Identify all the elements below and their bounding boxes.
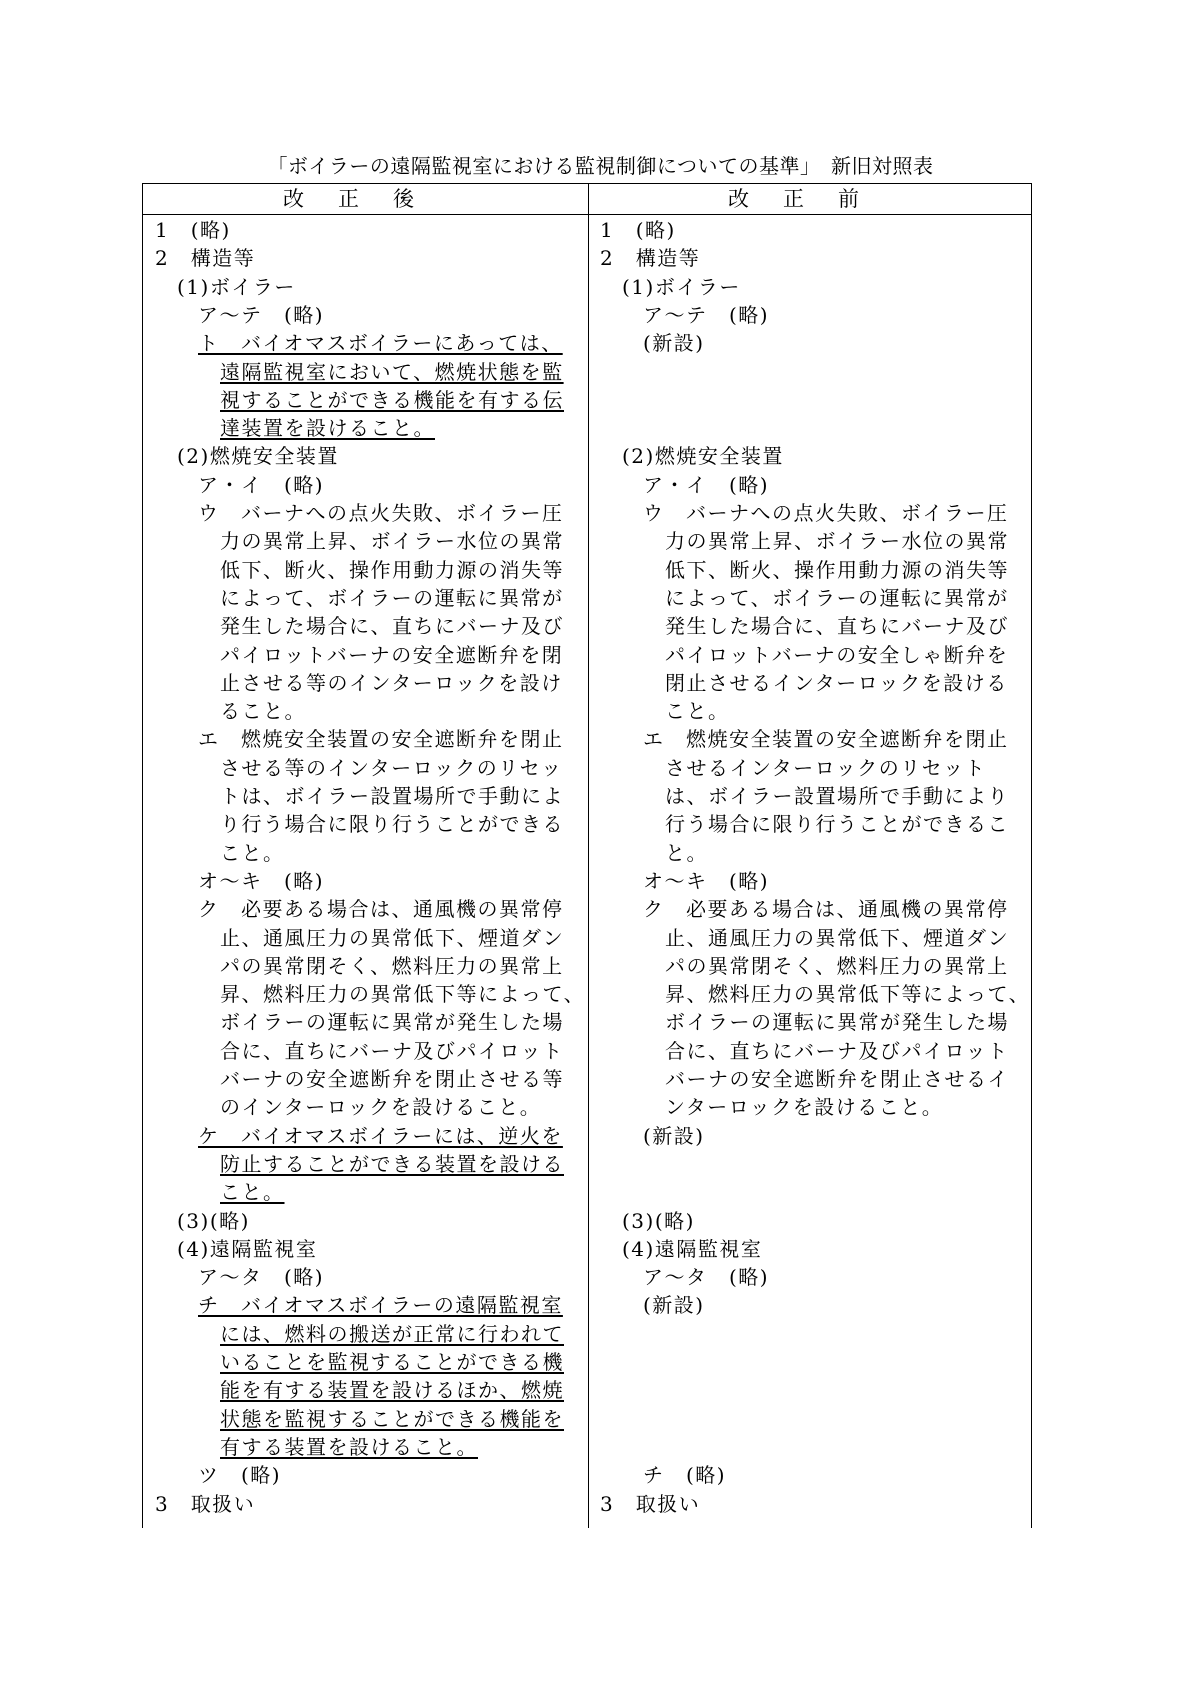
before-line: ンターロックを設けること。 xyxy=(665,1095,944,1120)
after-line: こと。 xyxy=(220,1180,285,1205)
header-before-revision: 改正前 xyxy=(728,187,893,211)
before-line: バーナの安全遮断弁を閉止させるイ xyxy=(665,1067,1009,1091)
after-line: 発生した場合に、直ちにバーナ及び xyxy=(220,614,564,639)
before-line: オ～キ (略) xyxy=(643,868,770,893)
before-line: パの異常閉そく、燃料圧力の異常上 xyxy=(665,953,1009,978)
before-line: ア・イ (略) xyxy=(643,472,770,497)
column-divider xyxy=(588,184,589,1528)
before-line: 止、通風圧力の異常低下、煙道ダン xyxy=(665,925,1010,950)
before-line: 行う場合に限り行うことができるこ xyxy=(665,812,1009,837)
after-line: によって、ボイラーの運転に異常が xyxy=(220,585,564,610)
after-line: 視することができる機能を有する伝 xyxy=(220,387,564,412)
after-line: トは、ボイラー設置場所で手動によ xyxy=(220,784,564,808)
before-line: ア～テ (略) xyxy=(643,302,770,327)
after-line: エ 燃焼安全装置の安全遮断弁を閉止 xyxy=(198,727,564,752)
after-line: (4)遠隔監視室 xyxy=(177,1236,318,1261)
before-line: と。 xyxy=(665,840,708,865)
before-line: 低下、断火、操作用動力源の消失等 xyxy=(665,557,1009,582)
before-line: 昇、燃料圧力の異常低下等によって、 xyxy=(665,982,1031,1007)
after-line: ケ バイオマスボイラーには、逆火を xyxy=(198,1123,563,1148)
after-line: 3 取扱い xyxy=(155,1491,256,1516)
after-line: 状態を監視することができる機能を xyxy=(220,1406,564,1431)
before-line: ア～タ (略) xyxy=(643,1265,770,1290)
before-line: 3 取扱い xyxy=(600,1491,701,1516)
after-line: 遠隔監視室において、燃焼状態を監 xyxy=(220,359,564,384)
after-line: こと。 xyxy=(220,840,285,865)
after-line: 1 (略) xyxy=(155,218,231,242)
before-line: ウ バーナへの点火失敗、ボイラー圧 xyxy=(643,501,1009,525)
after-line: 達装置を設けること。 xyxy=(220,416,435,441)
before-line: 1 (略) xyxy=(600,218,676,242)
before-line: (3)(略) xyxy=(622,1208,695,1233)
after-line: ること。 xyxy=(220,699,306,724)
after-line: パの異常閉そく、燃料圧力の異常上 xyxy=(220,953,564,978)
before-line: (新設) xyxy=(643,1293,705,1318)
after-line: のインターロックを設けること。 xyxy=(220,1095,542,1120)
after-line: ウ バーナへの点火失敗、ボイラー圧 xyxy=(198,501,564,525)
before-line: させるインターロックのリセット xyxy=(665,755,987,780)
before-line: ボイラーの運転に異常が発生した場 xyxy=(665,1010,1009,1035)
before-line: 2 構造等 xyxy=(600,246,701,271)
after-line: ア・イ (略) xyxy=(198,472,325,497)
before-line: 力の異常上昇、ボイラー水位の異常 xyxy=(665,529,1009,554)
after-line: り行う場合に限り行うことができる xyxy=(220,812,564,837)
after-line: バーナの安全遮断弁を閉止させる等 xyxy=(220,1067,564,1091)
after-line: いることを監視することができる機 xyxy=(220,1350,564,1374)
after-line: 有する装置を設けること。 xyxy=(220,1434,478,1459)
header-after-revision: 改正後 xyxy=(283,187,448,211)
after-line: チ バイオマスボイラーの遠隔監視室 xyxy=(198,1293,563,1318)
before-line: こと。 xyxy=(665,699,730,724)
after-line: 止させる等のインターロックを設け xyxy=(220,670,563,695)
before-line: チ (略) xyxy=(643,1463,727,1488)
after-line: (2)燃焼安全装置 xyxy=(177,444,339,469)
after-line: (3)(略) xyxy=(177,1208,250,1233)
before-line: は、ボイラー設置場所で手動により xyxy=(665,784,1009,808)
document-title: 「ボイラーの遠隔監視室における監視制御についての基準」 新旧対照表 xyxy=(267,154,934,178)
before-line: (2)燃焼安全装置 xyxy=(622,444,784,469)
after-line: 2 構造等 xyxy=(155,246,256,271)
before-line: エ 燃焼安全装置の安全遮断弁を閉止 xyxy=(643,727,1009,752)
before-line: 合に、直ちにバーナ及びパイロット xyxy=(665,1038,1009,1063)
before-line: (新設) xyxy=(643,331,705,356)
after-line: 防止することができる装置を設ける xyxy=(220,1151,564,1176)
before-line: 閉止させるインターロックを設ける xyxy=(665,670,1008,695)
after-line: ツ (略) xyxy=(198,1463,282,1488)
after-line: 低下、断火、操作用動力源の消失等 xyxy=(220,557,564,582)
after-line: ボイラーの運転に異常が発生した場 xyxy=(220,1010,564,1035)
after-line: 力の異常上昇、ボイラー水位の異常 xyxy=(220,529,564,554)
after-line: ア～タ (略) xyxy=(198,1265,325,1290)
after-line: には、燃料の搬送が正常に行われて xyxy=(220,1321,564,1346)
before-line: 発生した場合に、直ちにバーナ及び xyxy=(665,614,1009,639)
before-line: ク 必要ある場合は、通風機の異常停 xyxy=(643,897,1009,922)
after-line: させる等のインターロックのリセッ xyxy=(220,755,563,780)
after-line: オ～キ (略) xyxy=(198,868,325,893)
after-line: 止、通風圧力の異常低下、煙道ダン xyxy=(220,925,565,950)
before-line: (4)遠隔監視室 xyxy=(622,1236,763,1261)
before-line: (新設) xyxy=(643,1123,705,1148)
after-line: パイロットバーナの安全遮断弁を閉 xyxy=(220,642,564,667)
comparison-table xyxy=(142,183,1032,1528)
after-line: ク 必要ある場合は、通風機の異常停 xyxy=(198,897,564,922)
header-divider xyxy=(143,214,1031,215)
after-line: 能を有する装置を設けるほか、燃焼 xyxy=(220,1378,564,1403)
before-line: (1)ボイラー xyxy=(622,274,741,299)
after-line: 昇、燃料圧力の異常低下等によって、 xyxy=(220,982,586,1007)
before-line: パイロットバーナの安全しゃ断弁を xyxy=(665,642,1009,667)
after-line: ト バイオマスボイラーにあっては、 xyxy=(198,331,563,356)
before-line: によって、ボイラーの運転に異常が xyxy=(665,585,1009,610)
after-line: (1)ボイラー xyxy=(177,274,296,299)
after-line: ア～テ (略) xyxy=(198,302,325,327)
after-line: 合に、直ちにバーナ及びパイロット xyxy=(220,1038,564,1063)
